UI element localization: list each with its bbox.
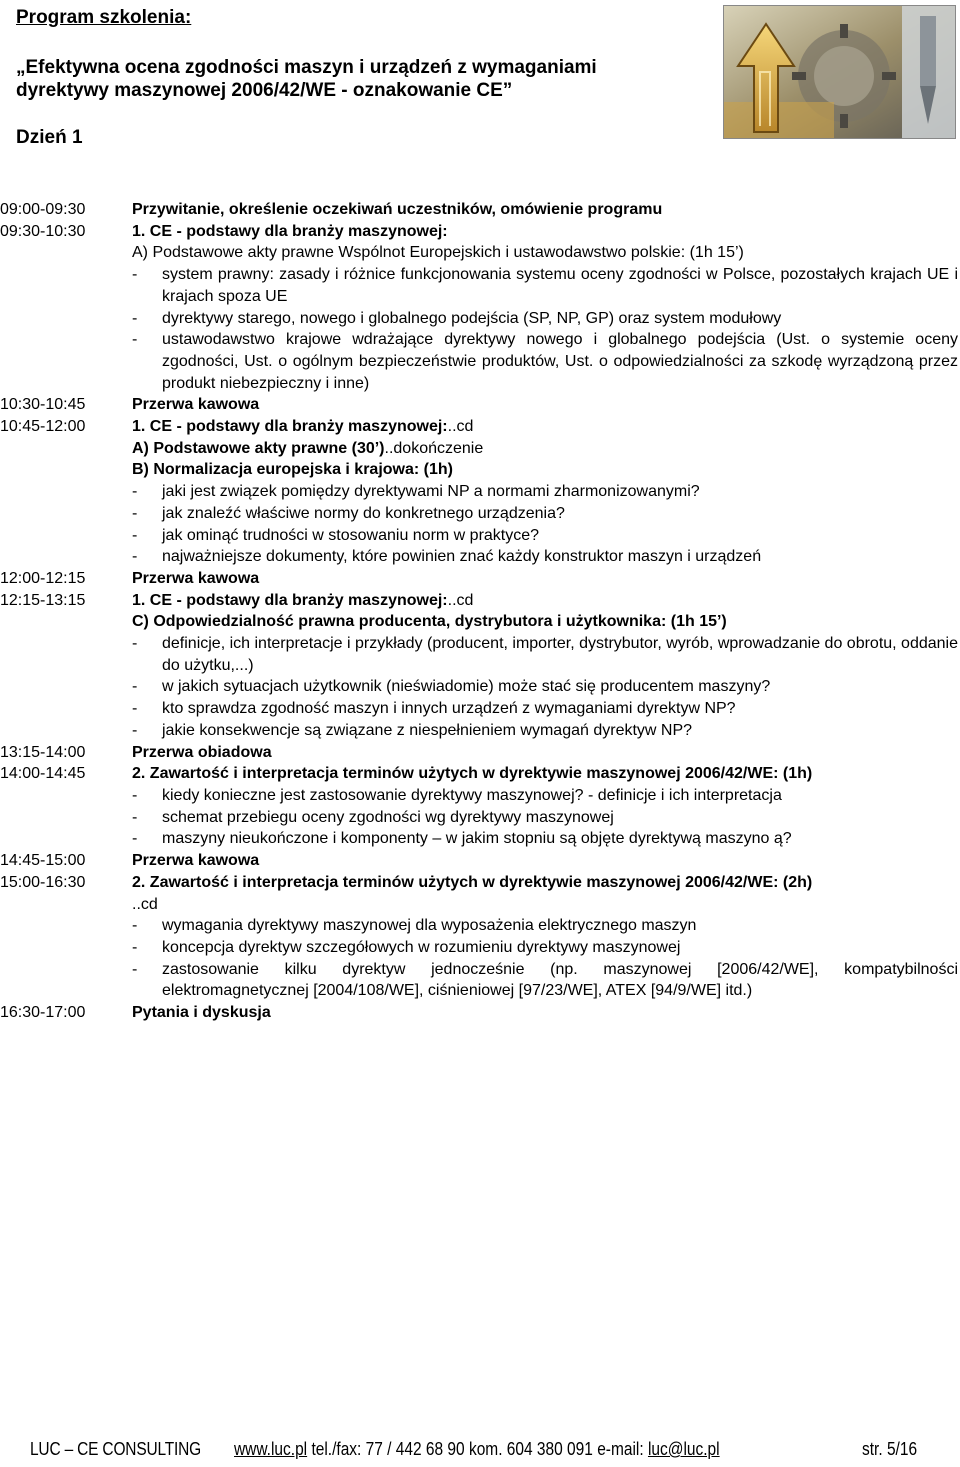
bullet-text: maszyny nieukończone i komponenty – w jakim stopniu są objęte dyrektywą maszyno ą? — [162, 830, 792, 848]
bullet-dash: - — [132, 635, 138, 653]
bullet-item — [132, 308, 958, 330]
session-heading: Przerwa kawowa — [132, 396, 260, 414]
session-content — [132, 763, 958, 850]
schedule-table — [0, 199, 960, 1024]
bullet-dash: - — [132, 331, 138, 349]
bullet-text: najważniejsze dokumenty, które powinien znać każdy konstruktor maszyn i urządzeń — [162, 548, 762, 566]
bullet-text: system prawny: zasady i różnice funkcjonowania systemu oceny zgodności w Polsce, pozostałych krajach UE i krajach spoza UE — [162, 266, 958, 305]
session-heading: 2. Zawartość i interpretacja terminów użytych w dyrektywie maszynowej 2006/42/WE: (2h) — [132, 873, 813, 891]
time-slot: 14:00-14:45 — [0, 765, 86, 783]
bullet-dash: - — [132, 266, 138, 284]
course-title-line-1: „Efektywna ocena zgodności maszyn i urządzeń z wymaganiami — [16, 57, 597, 78]
bullet-dash: - — [132, 309, 138, 327]
bullet-dash: - — [132, 678, 138, 696]
bullet-dash: - — [132, 808, 138, 826]
bullet-text: wymagania dyrektywy maszynowej dla wyposażenia elektrycznego maszyn — [162, 917, 697, 935]
continuation-note: ..dokończenie — [384, 439, 484, 457]
bullet-dash: - — [132, 700, 138, 718]
session-heading: C) Odpowiedzialność prawna producenta, dystrybutora i użytkownika: (1h 15’) — [132, 613, 727, 631]
course-title-line-2: dyrektywy maszynowej 2006/42/WE - oznakowanie CE” — [16, 80, 513, 101]
bullet-dash: - — [132, 830, 138, 848]
bullet-text: jak znaleźć właściwe normy do konkretnego urządzenia? — [162, 504, 565, 522]
footer-company: LUC – CE CONSULTING — [30, 1439, 202, 1459]
bullet-text: definicje, ich interpretacje i przykłady (producent, importer, dystrybutor, wyrób, wprowadzanie do obrotu, oddanie do użytku,...) — [162, 635, 958, 674]
bullet-text: w jakich sytuacjach użytkownik (nieświadomie) może stać się producentem maszyny? — [162, 678, 771, 696]
session-heading-text: 1. CE - podstawy dla branży maszynowej: — [132, 591, 448, 609]
schedule-row — [0, 763, 960, 850]
session-content — [132, 199, 958, 221]
session-content — [132, 872, 958, 1002]
session-content — [132, 742, 958, 764]
footer-contact — [234, 1439, 720, 1460]
session-content — [132, 416, 958, 568]
bullet-item — [132, 720, 958, 742]
time-slot: 13:15-14:00 — [0, 743, 86, 761]
program-heading: Program szkolenia: — [16, 7, 192, 28]
bullet-dash: - — [132, 483, 138, 501]
course-title — [16, 56, 696, 102]
session-heading — [132, 590, 958, 612]
page-number: str. 5/16 — [862, 1439, 918, 1459]
bullet-dash: - — [132, 960, 138, 978]
bullet-item — [132, 698, 958, 720]
bullet-dash: - — [132, 504, 138, 522]
schedule-row — [0, 394, 960, 416]
bullet-item — [132, 264, 958, 307]
bullet-item — [132, 828, 958, 850]
session-content — [132, 1002, 958, 1024]
session-heading-text: A) Podstawowe akty prawne (30’) — [132, 439, 385, 457]
session-heading: Przywitanie, określenie oczekiwań uczestników, omówienie programu — [132, 201, 663, 218]
schedule-row — [0, 221, 960, 395]
time-slot: 16:30-17:00 — [0, 1004, 86, 1022]
session-subheading: A) Podstawowe akty prawne Wspólnot Europejskich i ustawodawstwo polskie: (1h 15’) — [132, 244, 744, 262]
continuation-note: ..cd — [447, 591, 474, 609]
session-content — [132, 850, 958, 872]
session-heading: 1. CE - podstawy dla branży maszynowej: — [132, 222, 448, 240]
schedule-row — [0, 850, 960, 872]
schedule-row — [0, 1002, 960, 1024]
bullet-dash: - — [132, 526, 138, 544]
time-slot: 12:00-12:15 — [0, 569, 86, 587]
time-slot: 12:15-13:15 — [0, 591, 86, 609]
footer-website-link[interactable]: www.luc.pl — [234, 1439, 308, 1459]
bullet-item — [132, 959, 958, 1002]
schedule-row — [0, 199, 960, 221]
session-heading: B) Normalizacja europejska i krajowa: (1h) — [132, 461, 453, 479]
session-heading: Przerwa kawowa — [132, 569, 260, 587]
bullet-item — [132, 329, 958, 394]
schedule-row — [0, 590, 960, 742]
footer-email-link[interactable]: luc@luc.pl — [647, 1439, 720, 1459]
session-heading — [132, 416, 958, 438]
machinery-photo — [723, 5, 956, 139]
session-heading-text: 1. CE - podstawy dla branży maszynowej: — [132, 418, 448, 436]
bullet-text: ustawodawstwo krajowe wdrażające dyrektywy nowego i globalnego podejścia (Ust. o systemie oceny zgodności, Ust. o ogólnym bezpieczeństwie produktów, Ust. o odpowiedzialności za szkodę wyrządzoną przez produkt niebezpieczny i inne) — [162, 331, 958, 392]
bullet-text: koncepcja dyrektyw szczegółowych w rozumieniu dyrektywy maszynowej — [162, 938, 681, 956]
bullet-item — [132, 937, 958, 959]
bullet-item — [132, 807, 958, 829]
bullet-text: schemat przebiegu oceny zgodności wg dyrektywy maszynowej — [162, 808, 614, 826]
continuation-note: ..cd — [447, 418, 474, 436]
bullet-text: dyrektywy starego, nowego i globalnego podejścia (SP, NP, GP) oraz system modułowy — [162, 309, 782, 327]
bullet-text: jaki jest związek pomiędzy dyrektywami NP a normami zharmonizowanymi? — [162, 483, 700, 501]
bullet-item — [132, 525, 958, 547]
session-heading — [132, 438, 958, 460]
session-content — [132, 590, 958, 742]
day-heading: Dzień 1 — [16, 127, 83, 148]
bullet-dash: - — [132, 548, 138, 566]
bullet-text: zastosowanie kilku dyrektyw jednocześnie (np. maszynowej [2006/42/WE], kompatybilności elektromagnetycznej [2004/108/WE], ciśnieniowej [97/23/WE], ATEX [94/9/WE] itd.) — [162, 960, 958, 1000]
session-subheading: ..cd — [132, 895, 158, 913]
session-heading: Przerwa obiadowa — [132, 743, 272, 761]
session-content — [132, 568, 958, 590]
bullet-text: jak ominąć trudności w stosowaniu norm w praktyce? — [162, 526, 540, 544]
bullet-item — [132, 546, 958, 568]
bullet-item — [132, 785, 958, 807]
schedule-row — [0, 872, 960, 1002]
time-slot: 10:30-10:45 — [0, 396, 86, 414]
machinery-collage-image — [724, 6, 955, 138]
footer-phone: tel./fax: 77 / 442 68 90 — [311, 1439, 465, 1459]
bullet-dash: - — [132, 786, 138, 804]
session-content — [132, 221, 958, 395]
bullet-dash: - — [132, 917, 138, 935]
time-slot: 09:30-10:30 — [0, 222, 86, 240]
page-footer — [0, 1439, 960, 1467]
schedule-row — [0, 568, 960, 590]
session-heading: 2. Zawartość i interpretacja terminów użytych w dyrektywie maszynowej 2006/42/WE: (1h) — [132, 765, 813, 783]
bullet-dash: - — [132, 938, 138, 956]
time-slot: 14:45-15:00 — [0, 852, 86, 870]
session-heading: Przerwa kawowa — [132, 852, 260, 870]
bullet-dash: - — [132, 721, 138, 739]
session-content — [132, 394, 958, 416]
schedule-row — [0, 742, 960, 764]
bullet-item — [132, 633, 958, 676]
bullet-item — [132, 503, 958, 525]
bullet-item — [132, 676, 958, 698]
bullet-text: kto sprawdza zgodność maszyn i innych urządzeń z wymaganiami dyrektyw NP? — [162, 700, 736, 718]
bullet-text: jakie konsekwencje są związane z niespełnieniem wymagań dyrektyw NP? — [162, 721, 693, 739]
time-slot: 10:45-12:00 — [0, 418, 86, 436]
bullet-item — [132, 481, 958, 503]
time-slot: 09:00-09:30 — [0, 201, 86, 218]
session-heading: Pytania i dyskusja — [132, 1004, 271, 1022]
footer-email-label: e-mail: — [597, 1439, 644, 1459]
bullet-item — [132, 915, 958, 937]
bullet-text: kiedy konieczne jest zastosowanie dyrektywy maszynowej? - definicje i ich interpretacja — [162, 786, 782, 804]
footer-mobile: kom. 604 380 091 — [468, 1439, 593, 1459]
time-slot: 15:00-16:30 — [0, 873, 86, 891]
schedule-row — [0, 416, 960, 568]
